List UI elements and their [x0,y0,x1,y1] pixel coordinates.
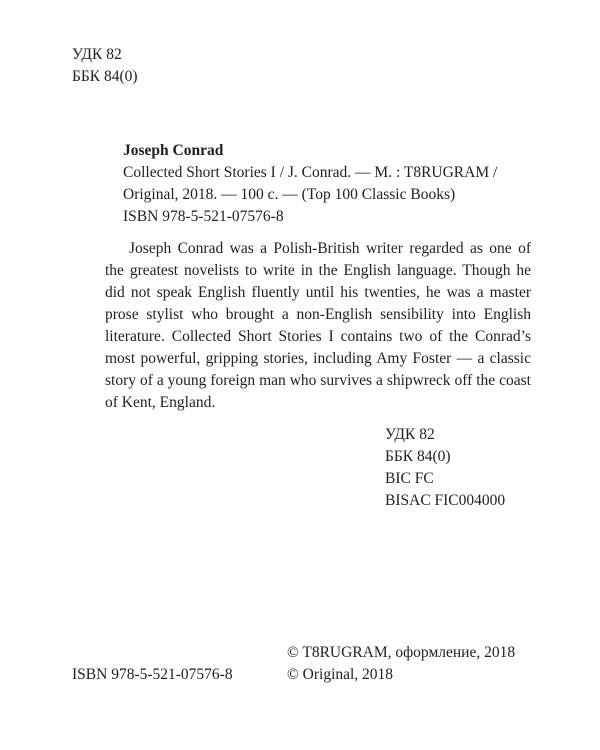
isbn-record: ISBN 978-5-521-07576-8 [123,208,284,225]
udk-code-right: УДК 82 [385,426,435,443]
annotation [105,238,531,414]
classification-block [385,424,505,512]
bic-code: BIC FC [385,470,434,487]
bbk-code: ББК 84(0) [72,68,138,85]
bisac-code: BISAC FIC004000 [385,492,506,509]
bbk-code-right: ББК 84(0) [385,448,451,465]
isbn-bottom: ISBN 978-5-521-07576-8 [72,666,233,683]
top-classification-codes [72,44,138,88]
udk-code: УДК 82 [72,46,122,63]
copyright-block [287,642,515,686]
copyright-line-1: © T8RUGRAM, оформление, 2018 [287,644,516,661]
bibliographic-record [123,162,497,206]
biblio-line-2: Original, 2018. — 100 c. — (Top 100 Classic Books) [123,186,456,203]
annotation-text: Joseph Conrad was a Polish-British writer regarded as one of the greatest novelists to write in the English language. Though he did not speak English fluently until his twenties, he was a master prose stylist who brought a non-English sensibility into English literature. Collected Short Stories I contains two of the Conrad’s most powerful, gripping stories, including Amy Foster — a classic story of a young foreign man who survives a shipwreck off the coast of Kent, England. [105,240,531,411]
copyright-line-2: © Original, 2018 [287,666,394,683]
biblio-line-1: Collected Short Stories I / J. Conrad. — M. : T8RUGRAM / [123,164,498,181]
author-heading: Joseph Conrad [123,142,224,159]
